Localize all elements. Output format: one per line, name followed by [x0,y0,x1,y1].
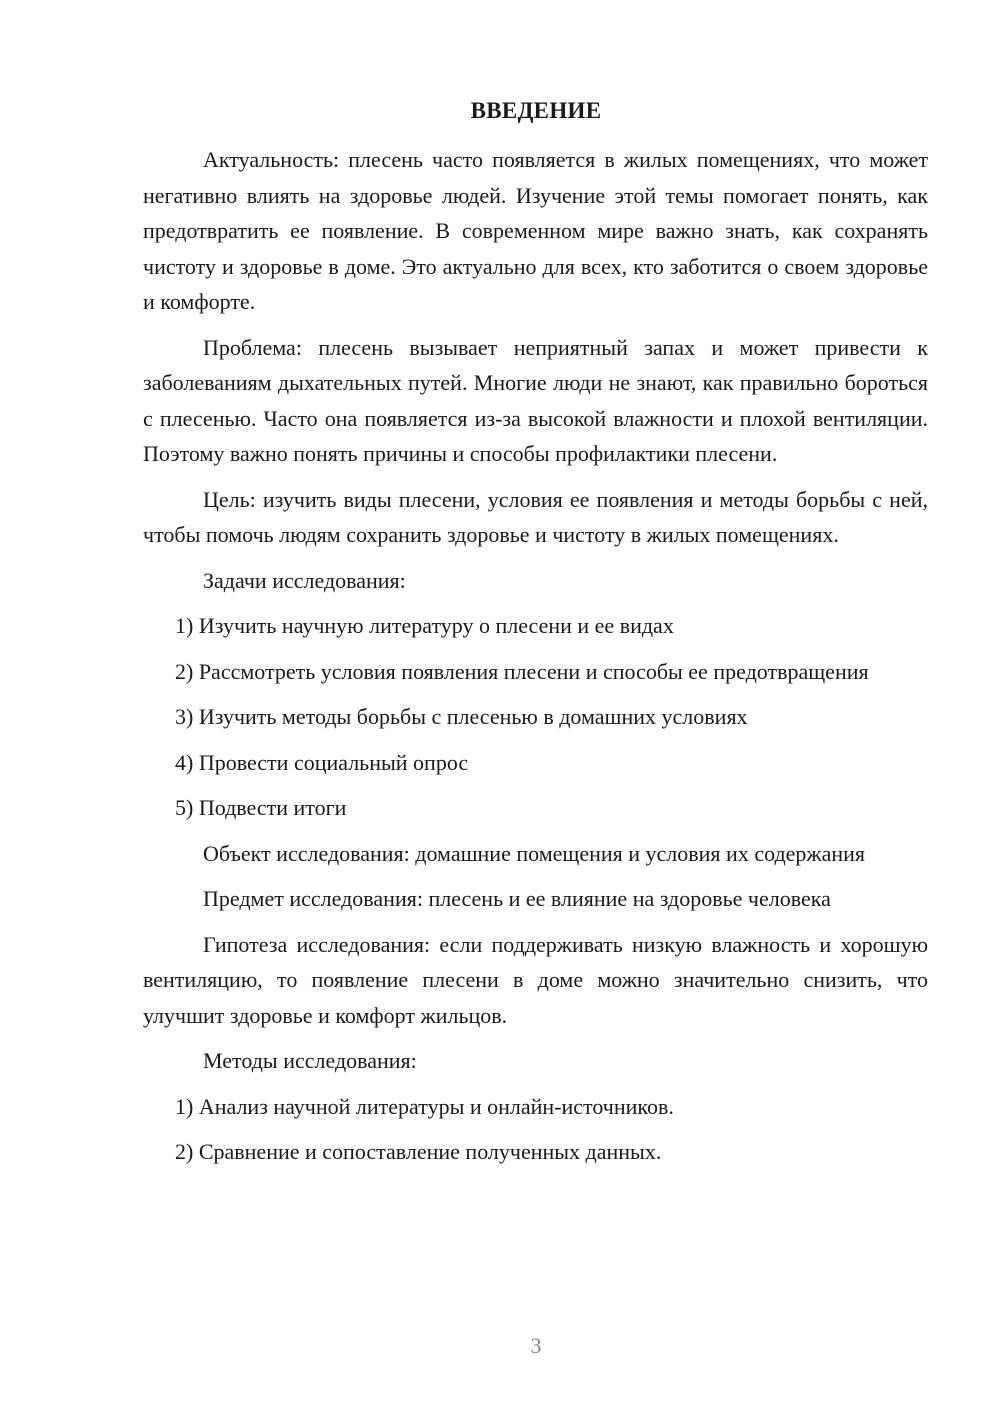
paragraph-subject: Предмет исследования: плесень и ее влияние на здоровье человека [203,886,831,911]
method-item: 1) Анализ научной литературы и онлайн-источников. [175,1093,674,1119]
page-number: 3 [530,1333,542,1358]
method-item: 2) Сравнение и сопоставление полученных данных. [175,1139,662,1164]
paragraph-problem: Проблема: плесень вызывает неприятный запах и может привести к заболеваниям дыхательных путей. Многие люди не знают, как правильно бороться с плесенью. Часто она появляется из-за высокой влажности и плохой вентиляции. Поэтому важно понять причины и способы профилактики плесени. [143,334,928,466]
task-item: 4) Провести социальный опрос [175,749,469,775]
task-item: 2) Рассмотреть условия появления плесени и способы ее предотвращения [175,658,869,684]
paragraph-tasks-heading: Задачи исследования: [203,567,406,593]
paragraph-goal: Цель: изучить виды плесени, условия ее появления и методы борьбы с ней, чтобы помочь людям сохранить здоровье и чистоту в жилых помещениях. [143,486,928,547]
page-title: ВВЕДЕНИЕ [470,98,602,123]
paragraph-relevance: Актуальность: плесень часто появляется в жилых помещениях, что может негативно влиять на здоровье людей. Изучение этой темы помогает понять, как предотвратить ее появление. В современном мире важно знать, как сохранять чистоту и здоровье в доме. Это актуально для всех, кто заботится о своем здоровье и комфорте. [143,147,928,314]
document-body [143,142,928,1170]
paragraph-hypothesis: Гипотеза исследования: если поддерживать низкую влажность и хорошую вентиляцию, то появление плесени в доме можно значительно снизить, что улучшит здоровье и комфорт жильцов. [143,931,928,1028]
task-item: 5) Подвести итоги [175,795,347,820]
paragraph-methods-heading: Методы исследования: [203,1048,417,1073]
task-item: 3) Изучить методы борьбы с плесенью в домашних условиях [175,704,748,729]
paragraph-object: Объект исследования: домашние помещения и условия их содержания [203,840,866,866]
task-item: 1) Изучить научную литературу о плесени и ее видах [175,613,674,638]
